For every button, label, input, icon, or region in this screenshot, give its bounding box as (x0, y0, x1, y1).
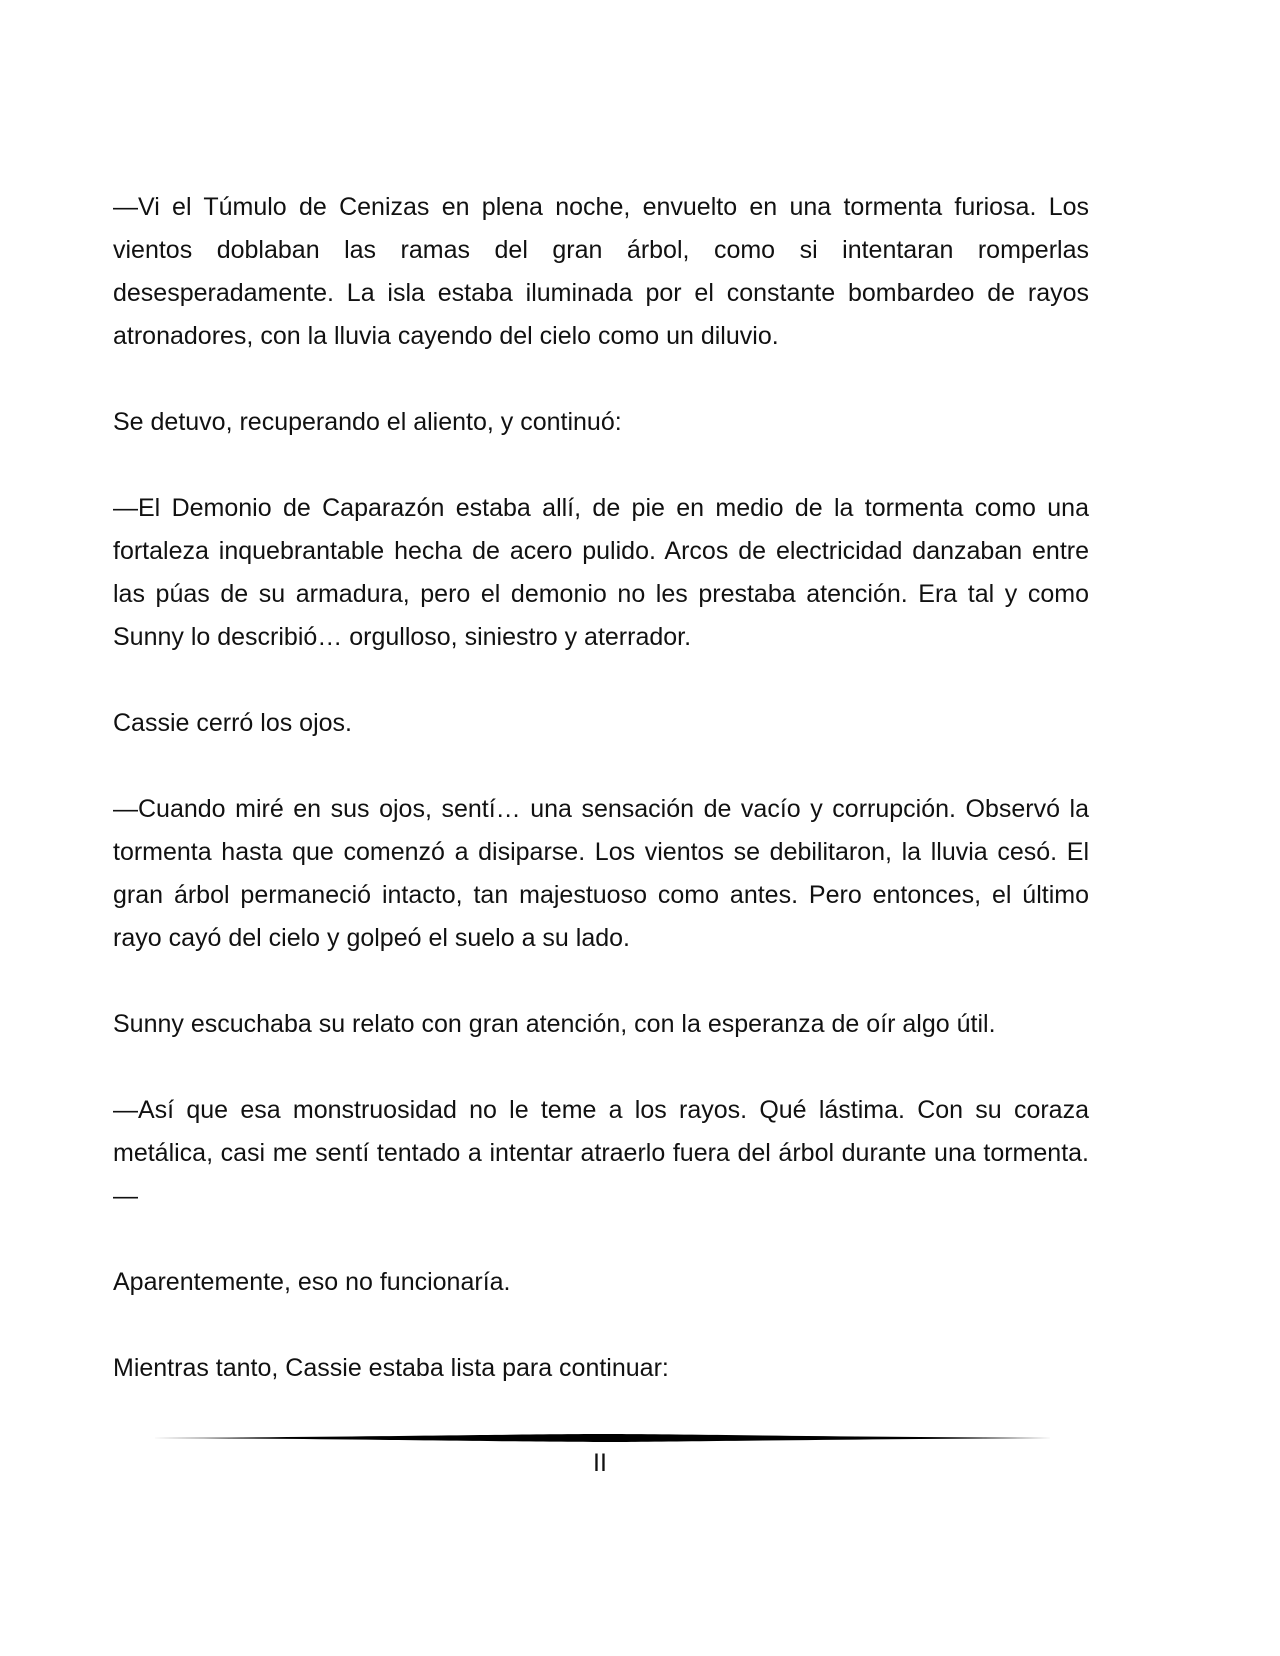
paragraph: Cassie cerró los ojos. (113, 709, 352, 737)
paragraph: —El Demonio de Caparazón estaba allí, de pie en medio de la tormenta como una fortaleza inquebrantable hecha de acero pulido. Arcos de electricidad danzaban entre las púas de su armadura, pero el demonio no les prestaba atención. Era tal y como Sunny lo describió… orgulloso, siniestro y aterrador. (113, 494, 1089, 651)
paragraph: Sunny escuchaba su relato con gran atención, con la esperanza de oír algo útil. (113, 1010, 996, 1038)
body-text (113, 186, 1089, 1390)
paragraph: Mientras tanto, Cassie estaba lista para continuar: (113, 1354, 669, 1382)
paragraph: Aparentemente, eso no funcionaría. (113, 1268, 511, 1296)
paragraph: Se detuvo, recuperando el aliento, y continuó: (113, 408, 622, 436)
paragraph: —Cuando miré en sus ojos, sentí… una sensación de vacío y corrupción. Observó la tormenta hasta que comenzó a disiparse. Los vientos se debilitaron, la lluvia cesó. El gran árbol permaneció intacto, tan majestuoso como antes. Pero entonces, el último rayo cayó del cielo y golpeó el suelo a su lado. (113, 795, 1089, 952)
page-number: II (593, 1449, 607, 1477)
footer-divider (152, 1432, 1052, 1444)
paragraph: —Así que esa monstruosidad no le teme a los rayos. Qué lástima. Con su coraza metálica, casi me sentí tentado a intentar atraerlo fuera del árbol durante una tormenta.— (113, 1096, 1089, 1210)
paragraph: —Vi el Túmulo de Cenizas en plena noche, envuelto en una tormenta furiosa. Los vientos doblaban las ramas del gran árbol, como si intentaran romperlas desesperadamente. La isla estaba iluminada por el constante bombardeo de rayos atronadores, con la lluvia cayendo del cielo como un diluvio. (113, 193, 1089, 350)
